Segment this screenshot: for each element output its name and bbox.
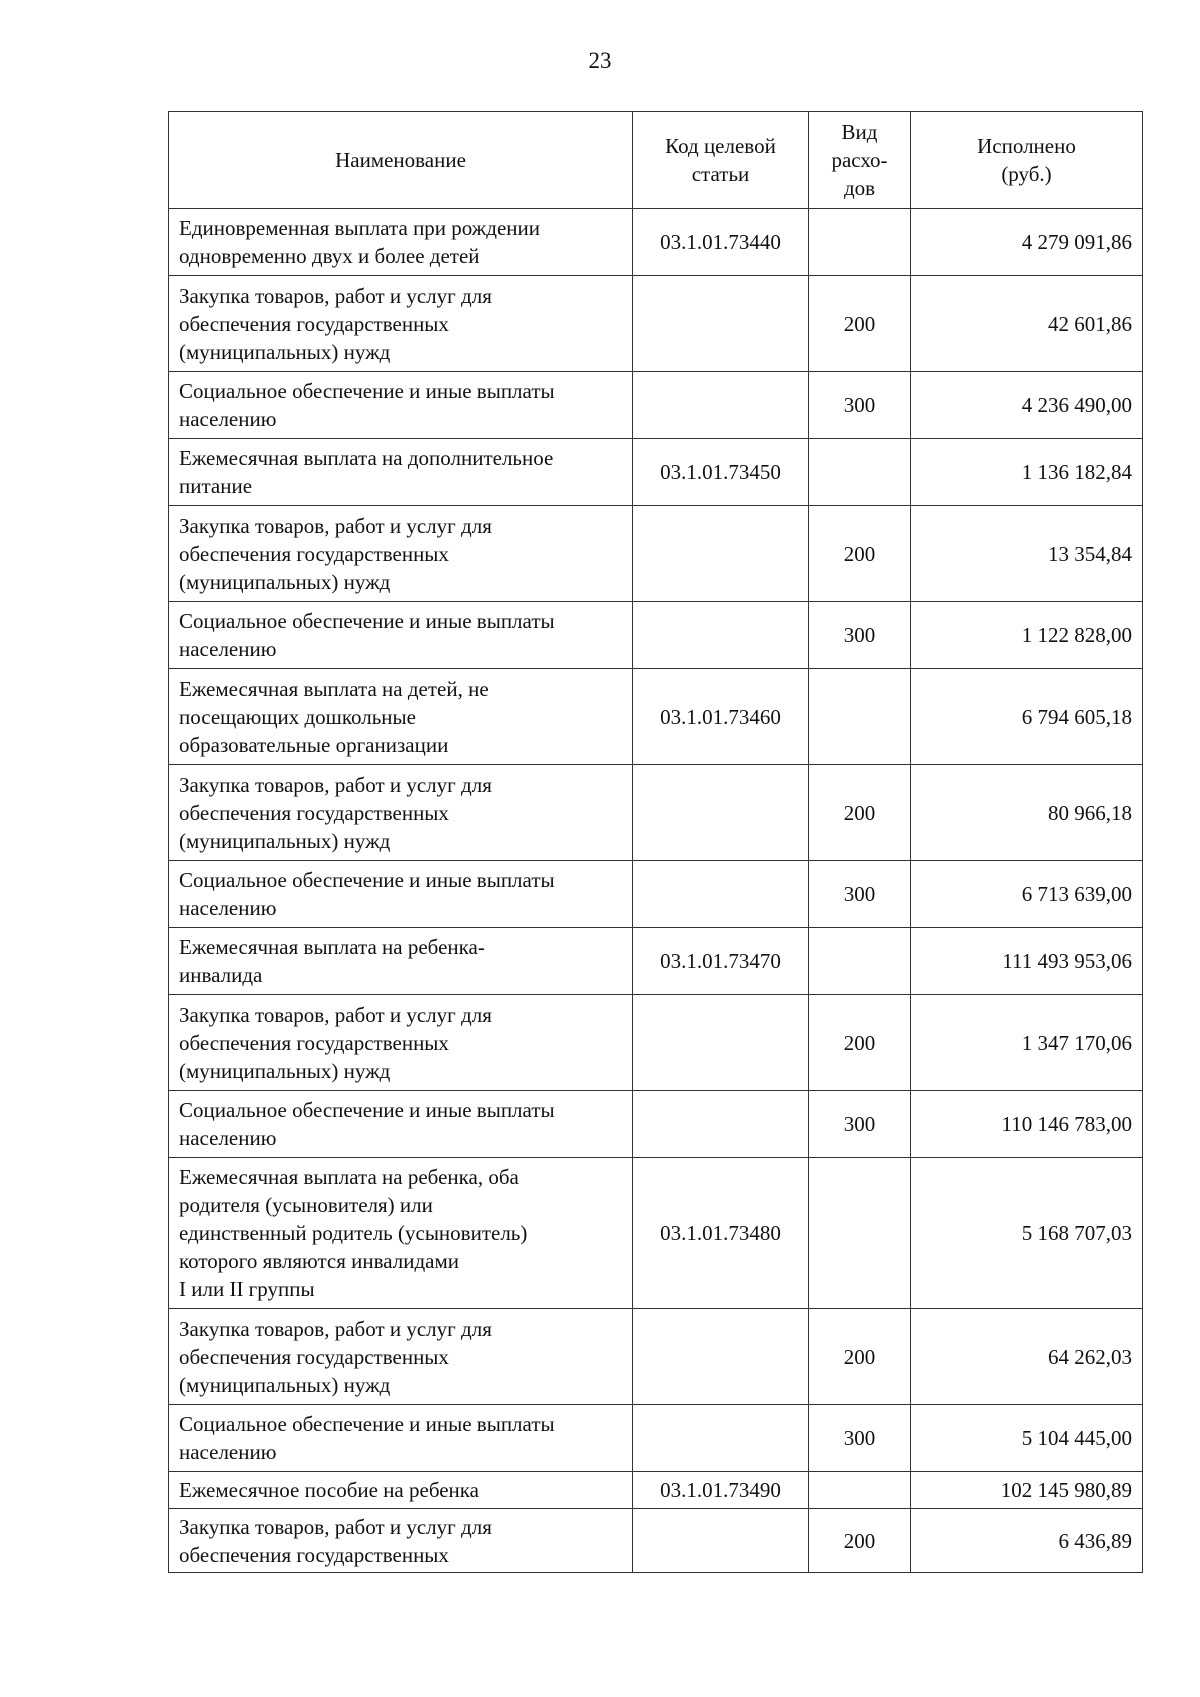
- table-row: [169, 1472, 1143, 1509]
- cell-amount: 13 354,84: [911, 506, 1143, 602]
- cell-amount: 6 794 605,18: [911, 669, 1143, 765]
- cell-type: 300: [809, 1405, 911, 1472]
- cell-amount: 111 493 953,06: [911, 928, 1143, 995]
- table-row: [169, 209, 1143, 276]
- header-code: Код целевой статьи: [633, 112, 809, 209]
- cell-name: Закупка товаров, работ и услуг для обеспечения государственных (муниципальных) нужд: [169, 765, 633, 861]
- cell-type: [809, 669, 911, 765]
- cell-type: 200: [809, 1509, 911, 1573]
- cell-type: 200: [809, 765, 911, 861]
- cell-name: Социальное обеспечение и иные выплаты населению: [169, 602, 633, 669]
- cell-code: [633, 1091, 809, 1158]
- cell-amount: 1 347 170,06: [911, 995, 1143, 1091]
- cell-code: [633, 861, 809, 928]
- cell-type: 200: [809, 995, 911, 1091]
- cell-amount: 42 601,86: [911, 276, 1143, 372]
- cell-code: [633, 506, 809, 602]
- cell-code: 03.1.01.73460: [633, 669, 809, 765]
- cell-type: 200: [809, 506, 911, 602]
- table-row: [169, 506, 1143, 602]
- cell-type: 300: [809, 861, 911, 928]
- cell-name: Ежемесячная выплата на дополнительное питание: [169, 439, 633, 506]
- cell-code: 03.1.01.73480: [633, 1158, 809, 1309]
- cell-name: Закупка товаров, работ и услуг для обеспечения государственных: [169, 1509, 633, 1573]
- cell-code: 03.1.01.73490: [633, 1472, 809, 1509]
- table-row: [169, 765, 1143, 861]
- cell-code: [633, 1309, 809, 1405]
- cell-type: 200: [809, 1309, 911, 1405]
- cell-amount: 64 262,03: [911, 1309, 1143, 1405]
- cell-amount: 102 145 980,89: [911, 1472, 1143, 1509]
- table-row: [169, 276, 1143, 372]
- table-row: [169, 1158, 1143, 1309]
- cell-amount: 4 279 091,86: [911, 209, 1143, 276]
- cell-code: [633, 1509, 809, 1573]
- cell-code: [633, 276, 809, 372]
- cell-name: Социальное обеспечение и иные выплаты населению: [169, 1091, 633, 1158]
- cell-type: 200: [809, 276, 911, 372]
- cell-type: 300: [809, 1091, 911, 1158]
- page-number: 23: [588, 48, 612, 73]
- budget-execution-table: [168, 111, 1143, 1573]
- cell-name: Закупка товаров, работ и услуг для обеспечения государственных (муниципальных) нужд: [169, 276, 633, 372]
- cell-code: [633, 995, 809, 1091]
- cell-amount: 5 104 445,00: [911, 1405, 1143, 1472]
- cell-amount: 6 436,89: [911, 1509, 1143, 1573]
- table-row: [169, 439, 1143, 506]
- cell-name: Ежемесячная выплата на детей, не посещающих дошкольные образовательные организации: [169, 669, 633, 765]
- cell-code: [633, 372, 809, 439]
- header-type: Вид расхо- дов: [809, 112, 911, 209]
- cell-name: Ежемесячная выплата на ребенка- инвалида: [169, 928, 633, 995]
- cell-name: Ежемесячное пособие на ребенка: [169, 1472, 633, 1509]
- header-amount: Исполнено (руб.): [911, 112, 1143, 209]
- cell-amount: 110 146 783,00: [911, 1091, 1143, 1158]
- cell-code: [633, 602, 809, 669]
- cell-amount: 4 236 490,00: [911, 372, 1143, 439]
- cell-name: Социальное обеспечение и иные выплаты населению: [169, 861, 633, 928]
- cell-code: 03.1.01.73450: [633, 439, 809, 506]
- cell-type: [809, 439, 911, 506]
- cell-name: Закупка товаров, работ и услуг для обеспечения государственных (муниципальных) нужд: [169, 506, 633, 602]
- cell-type: 300: [809, 602, 911, 669]
- cell-type: [809, 1158, 911, 1309]
- table-row: [169, 1091, 1143, 1158]
- table-row: [169, 1405, 1143, 1472]
- cell-amount: 6 713 639,00: [911, 861, 1143, 928]
- table-header-row: [169, 112, 1143, 209]
- table-row: [169, 1509, 1143, 1573]
- cell-code: [633, 1405, 809, 1472]
- table-row: [169, 669, 1143, 765]
- cell-type: [809, 928, 911, 995]
- cell-name: Закупка товаров, работ и услуг для обеспечения государственных (муниципальных) нужд: [169, 995, 633, 1091]
- table-row: [169, 1309, 1143, 1405]
- cell-amount: 5 168 707,03: [911, 1158, 1143, 1309]
- cell-amount: 80 966,18: [911, 765, 1143, 861]
- cell-code: 03.1.01.73440: [633, 209, 809, 276]
- table-row: [169, 861, 1143, 928]
- cell-name: Закупка товаров, работ и услуг для обеспечения государственных (муниципальных) нужд: [169, 1309, 633, 1405]
- cell-name: Единовременная выплата при рождении одновременно двух и более детей: [169, 209, 633, 276]
- cell-amount: 1 122 828,00: [911, 602, 1143, 669]
- table-row: [169, 372, 1143, 439]
- cell-amount: 1 136 182,84: [911, 439, 1143, 506]
- cell-type: [809, 1472, 911, 1509]
- cell-code: [633, 765, 809, 861]
- table-row: [169, 928, 1143, 995]
- cell-code: 03.1.01.73470: [633, 928, 809, 995]
- table-row: [169, 995, 1143, 1091]
- cell-name: Социальное обеспечение и иные выплаты населению: [169, 372, 633, 439]
- cell-type: 300: [809, 372, 911, 439]
- cell-name: Ежемесячная выплата на ребенка, оба родителя (усыновителя) или единственный родитель (усыновитель) которого являются инвалидами I или II группы: [169, 1158, 633, 1309]
- cell-name: Социальное обеспечение и иные выплаты населению: [169, 1405, 633, 1472]
- cell-type: [809, 209, 911, 276]
- header-name: Наименование: [169, 112, 633, 209]
- table-row: [169, 602, 1143, 669]
